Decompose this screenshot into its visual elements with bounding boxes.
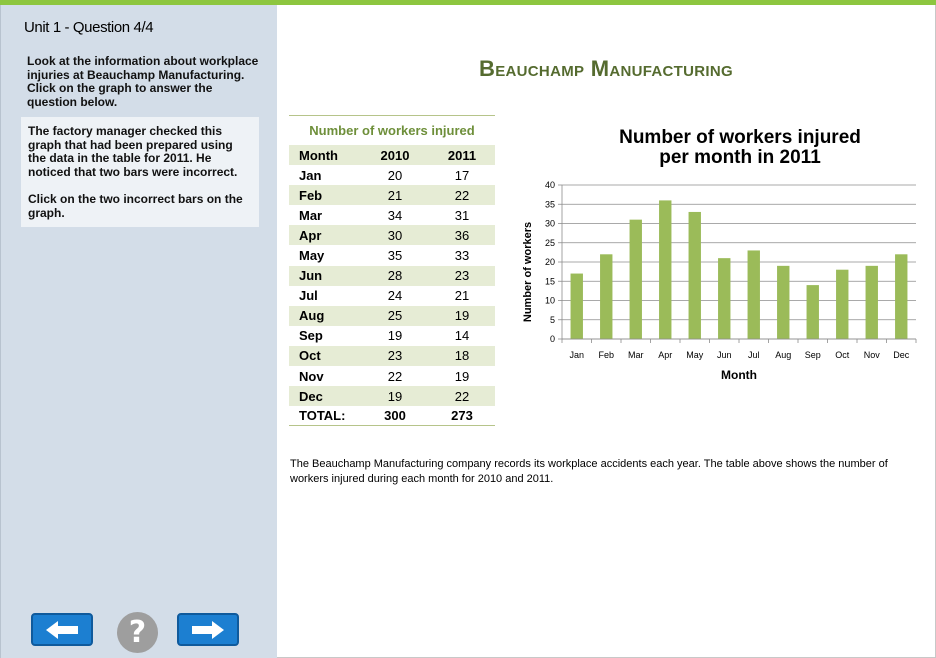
- row-2011: 22: [454, 388, 470, 404]
- row-month: Dec: [299, 388, 323, 404]
- y-tick-label: 20: [544, 257, 555, 267]
- table-header-row: [289, 145, 495, 165]
- total-label: TOTAL:: [299, 408, 346, 424]
- row-2010: 21: [387, 187, 403, 203]
- x-tick-label: Aug: [775, 350, 792, 360]
- x-tick-label: Mar: [628, 350, 644, 360]
- bar-apr[interactable]: [659, 200, 671, 339]
- row-month: Feb: [299, 187, 323, 203]
- table-row: [289, 185, 495, 205]
- row-month: Apr: [299, 227, 322, 243]
- x-tick-label: May: [686, 350, 704, 360]
- row-month: Aug: [299, 308, 325, 324]
- table-row: [289, 286, 495, 306]
- bar-aug[interactable]: [777, 266, 789, 339]
- arrow-left-icon: [44, 620, 80, 640]
- row-2011: 23: [454, 268, 470, 284]
- description-text: The Beauchamp Manufacturing company records its workplace accidents each year. The table above shows the number of workers injured during each month for 2010 and 2011.: [290, 458, 888, 485]
- table-row: [289, 366, 495, 386]
- arrow-right-icon: [190, 620, 226, 640]
- table-row: [289, 245, 495, 265]
- bar-mar[interactable]: [630, 220, 642, 339]
- row-month: Jul: [299, 288, 318, 304]
- y-axis-title: Number of workers: [522, 221, 534, 323]
- row-month: Nov: [299, 368, 324, 384]
- question-text: The factory manager checked this graph that had been prepared using the data in the table for 2011. He noticed that two bars were incorrect.: [28, 124, 238, 179]
- x-tick-label: Oct: [835, 350, 850, 360]
- left-panel: [0, 5, 277, 658]
- chart-title: [590, 128, 890, 168]
- row-month: Jun: [299, 268, 323, 284]
- row-2010: 20: [387, 167, 403, 183]
- question-number-label: Unit 1 - Question 4/4: [24, 19, 154, 36]
- row-2010: 30: [387, 227, 403, 243]
- row-2011: 22: [454, 187, 470, 203]
- x-tick-label: Apr: [658, 350, 673, 360]
- row-2011: 19: [454, 368, 470, 384]
- row-2010: 35: [387, 248, 403, 264]
- y-tick-label: 15: [544, 276, 555, 287]
- x-tick-label: Jun: [716, 350, 732, 360]
- row-2011: 21: [454, 288, 470, 304]
- table-row: [289, 346, 495, 366]
- row-month: May: [299, 248, 325, 264]
- row-month: Mar: [299, 207, 323, 223]
- table-row: [289, 165, 495, 185]
- row-month: Sep: [299, 328, 323, 344]
- total-2010: 300: [384, 408, 406, 424]
- row-month: Oct: [299, 348, 321, 364]
- row-2011: 18: [454, 348, 470, 364]
- bar-jun[interactable]: [718, 258, 730, 339]
- previous-button[interactable]: [31, 613, 93, 646]
- row-2010: 22: [387, 368, 403, 384]
- chart-title-line2: per month in 2011: [659, 147, 821, 168]
- x-tick-label: Nov: [863, 350, 880, 360]
- table-row: [289, 225, 495, 245]
- x-tick-label: Jan: [569, 350, 585, 360]
- bar-jul[interactable]: [748, 250, 760, 339]
- row-2010: 34: [387, 207, 403, 223]
- row-2011: 19: [454, 308, 470, 324]
- row-2010: 23: [387, 348, 403, 364]
- row-2010: 25: [387, 308, 403, 324]
- table-row: [289, 306, 495, 326]
- header-month: Month: [299, 147, 338, 163]
- row-2011: 36: [454, 227, 470, 243]
- chart-title-line1: Number of workers injured: [619, 127, 861, 148]
- header-2010: 2010: [380, 147, 410, 163]
- row-2011: 14: [454, 328, 470, 344]
- row-2011: 33: [454, 248, 470, 264]
- row-2011: 31: [454, 207, 470, 223]
- y-tick-label: 5: [549, 314, 555, 325]
- bar-sep[interactable]: [807, 285, 819, 339]
- table-row: [289, 326, 495, 346]
- bar-dec[interactable]: [895, 254, 907, 339]
- table-total-row: [289, 406, 495, 426]
- x-tick-label: Feb: [598, 350, 615, 360]
- question-prompt: Click on the two incorrect bars on the graph.: [28, 192, 243, 220]
- table-caption: Number of workers injured: [289, 115, 495, 145]
- header-2011: 2011: [447, 147, 477, 163]
- row-month: Jan: [299, 167, 322, 183]
- y-tick-label: 40: [544, 180, 555, 190]
- company-title: Beauchamp Manufacturing: [479, 56, 733, 81]
- injury-bar-chart: [515, 175, 925, 390]
- x-axis-title: Month: [721, 368, 757, 382]
- bar-may[interactable]: [689, 212, 701, 339]
- table-row: [289, 205, 495, 225]
- table-row: [289, 386, 495, 406]
- injury-data-table: [289, 115, 495, 426]
- instructions-text: Look at the information about workplace injuries at Beauchamp Manufacturing. Click on the graph to answer the question below.: [27, 54, 259, 109]
- x-tick-label: Sep: [804, 350, 821, 360]
- y-tick-label: 35: [544, 199, 555, 210]
- row-2010: 19: [387, 388, 403, 404]
- question-box: [21, 117, 259, 227]
- total-2011: 273: [451, 408, 473, 424]
- y-tick-label: 30: [544, 218, 555, 229]
- bar-oct[interactable]: [836, 270, 848, 339]
- x-tick-label: Dec: [893, 350, 910, 360]
- bar-nov[interactable]: [866, 266, 878, 339]
- row-2010: 19: [387, 328, 403, 344]
- bar-jan[interactable]: [571, 274, 583, 339]
- help-button[interactable]: [117, 612, 158, 653]
- question-mark-icon: ?: [128, 615, 147, 650]
- bar-feb[interactable]: [600, 254, 612, 339]
- row-2011: 17: [454, 167, 470, 183]
- x-tick-label: Jul: [747, 350, 760, 360]
- table-row: [289, 266, 495, 286]
- y-tick-label: 25: [544, 237, 555, 248]
- next-button[interactable]: [177, 613, 239, 646]
- y-tick-label: 0: [549, 334, 555, 344]
- y-tick-label: 10: [544, 295, 555, 306]
- row-2010: 24: [387, 288, 403, 304]
- row-2010: 28: [387, 268, 403, 284]
